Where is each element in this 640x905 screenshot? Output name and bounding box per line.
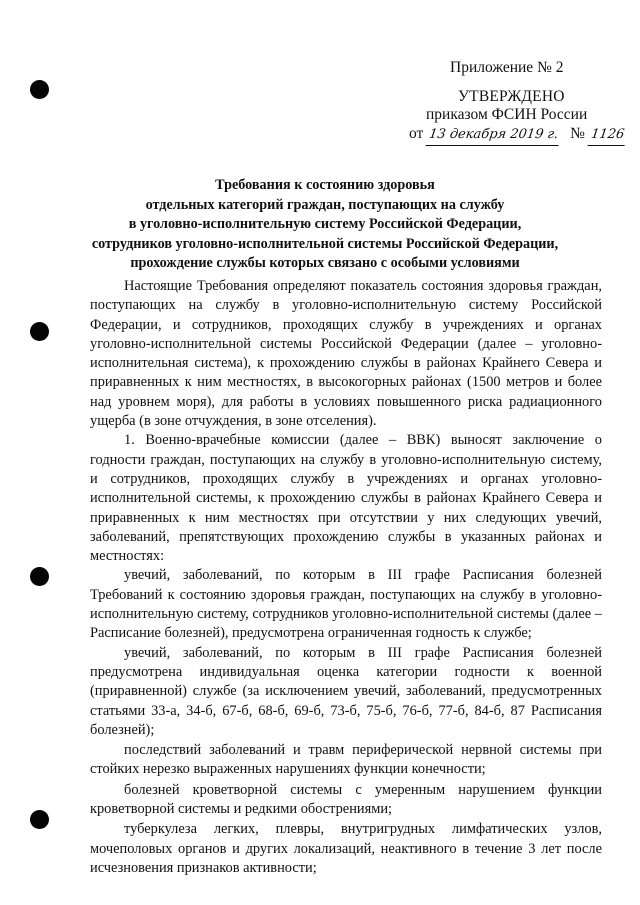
title-line: отдельных категорий граждан, поступающих на службу — [145, 196, 505, 213]
binder-hole-mark — [30, 322, 49, 341]
document-body — [90, 277, 602, 878]
paragraph-subitem: увечий, заболеваний, по которым в III графе Расписания болезней Требований к состоянию здоровья граждан, поступающих на службу в уголовно-исполнительную систему, сотрудников уголовно-исполнительной системы (далее – Расписание болезней), предусмотрена ограниченная годность к службе; — [90, 567, 602, 642]
order-date-line — [409, 124, 626, 146]
binder-hole-mark — [30, 80, 49, 99]
binder-hole-mark — [30, 567, 49, 586]
appendix-label: Приложение № 2 — [450, 59, 564, 76]
handwritten-order-number: 1126 — [587, 125, 627, 146]
order-reference: приказом ФСИН России — [426, 106, 588, 123]
paragraph-subitem: туберкулеза легких, плевры, внутригрудных лимфатических узлов, мочеполовых органов и других локализаций, неактивного в течение 3 лет после исчезновения признаков активности; — [90, 821, 602, 876]
binder-hole-mark — [30, 810, 49, 829]
handwritten-date: 13 декабря 2019 г. — [426, 125, 562, 146]
date-prefix: от — [409, 125, 424, 142]
title-line: Требования к состоянию здоровья — [215, 177, 435, 193]
paragraph-preamble: Настоящие Требования определяют показатель состояния здоровья граждан, поступающих на службу в уголовно-исполнительную систему Российской Федерации, и сотрудников, проходящих службу в учреждениях и органах уголовно-исполнительной системы Российской Федерации (далее – уголовно-исполнительная система), к прохождению службы в районах Крайнего Севера и приравненных к ним местностях, в высокогорных районах (1500 метров и более над уровнем моря), для работы в условиях повышенного риска радиационного ущерба (в зоне отчуждения, в зоне отселения). — [90, 278, 602, 430]
paragraph-subitem: последствий заболеваний и травм периферической нервной системы при стойких нерезко выраженных нарушениях функции конечности; — [90, 742, 602, 778]
number-sign: № — [570, 125, 585, 142]
document-title — [80, 176, 570, 274]
approved-stamp-text: УТВЕРЖДЕНО — [458, 88, 565, 105]
title-line: прохождение службы которых связано с особыми условиями — [130, 255, 520, 272]
paragraph-item-1: 1. Военно-врачебные комиссии (далее – ВВК) выносят заключение о годности граждан, поступающих на службу в уголовно-исполнительную систему, и сотрудников, проходящих службу в учреждениях и органах уголовно-исполнительной системы, к прохождению службы в районах Крайнего Севера и приравненных к ним местностях при отсутствии у них следующих увечий, заболеваний, препятствующих прохождению службы в указанных районах и местностях: — [90, 432, 602, 565]
paragraph-subitem: болезней кроветворной системы с умеренным нарушением функции кроветворной системы и редкими обострениями; — [90, 781, 602, 818]
paragraph-subitem: увечий, заболеваний, по которым в III графе Расписания болезней предусмотрена индивидуальная оценка категории годности к военной (приравненной) службе (за исключением увечий, заболеваний, предусмотренных статьями 33-а, 34-б, 67-б, 68-б, 69-б, 73-б, 75-б, 76-б, 77-б, 84-б, 87 Расписания болезней); — [90, 644, 602, 738]
title-line: сотрудников уголовно-исполнительной системы Российской Федерации, — [91, 235, 559, 252]
title-line: в уголовно-исполнительную систему Российской Федерации, — [128, 216, 522, 233]
